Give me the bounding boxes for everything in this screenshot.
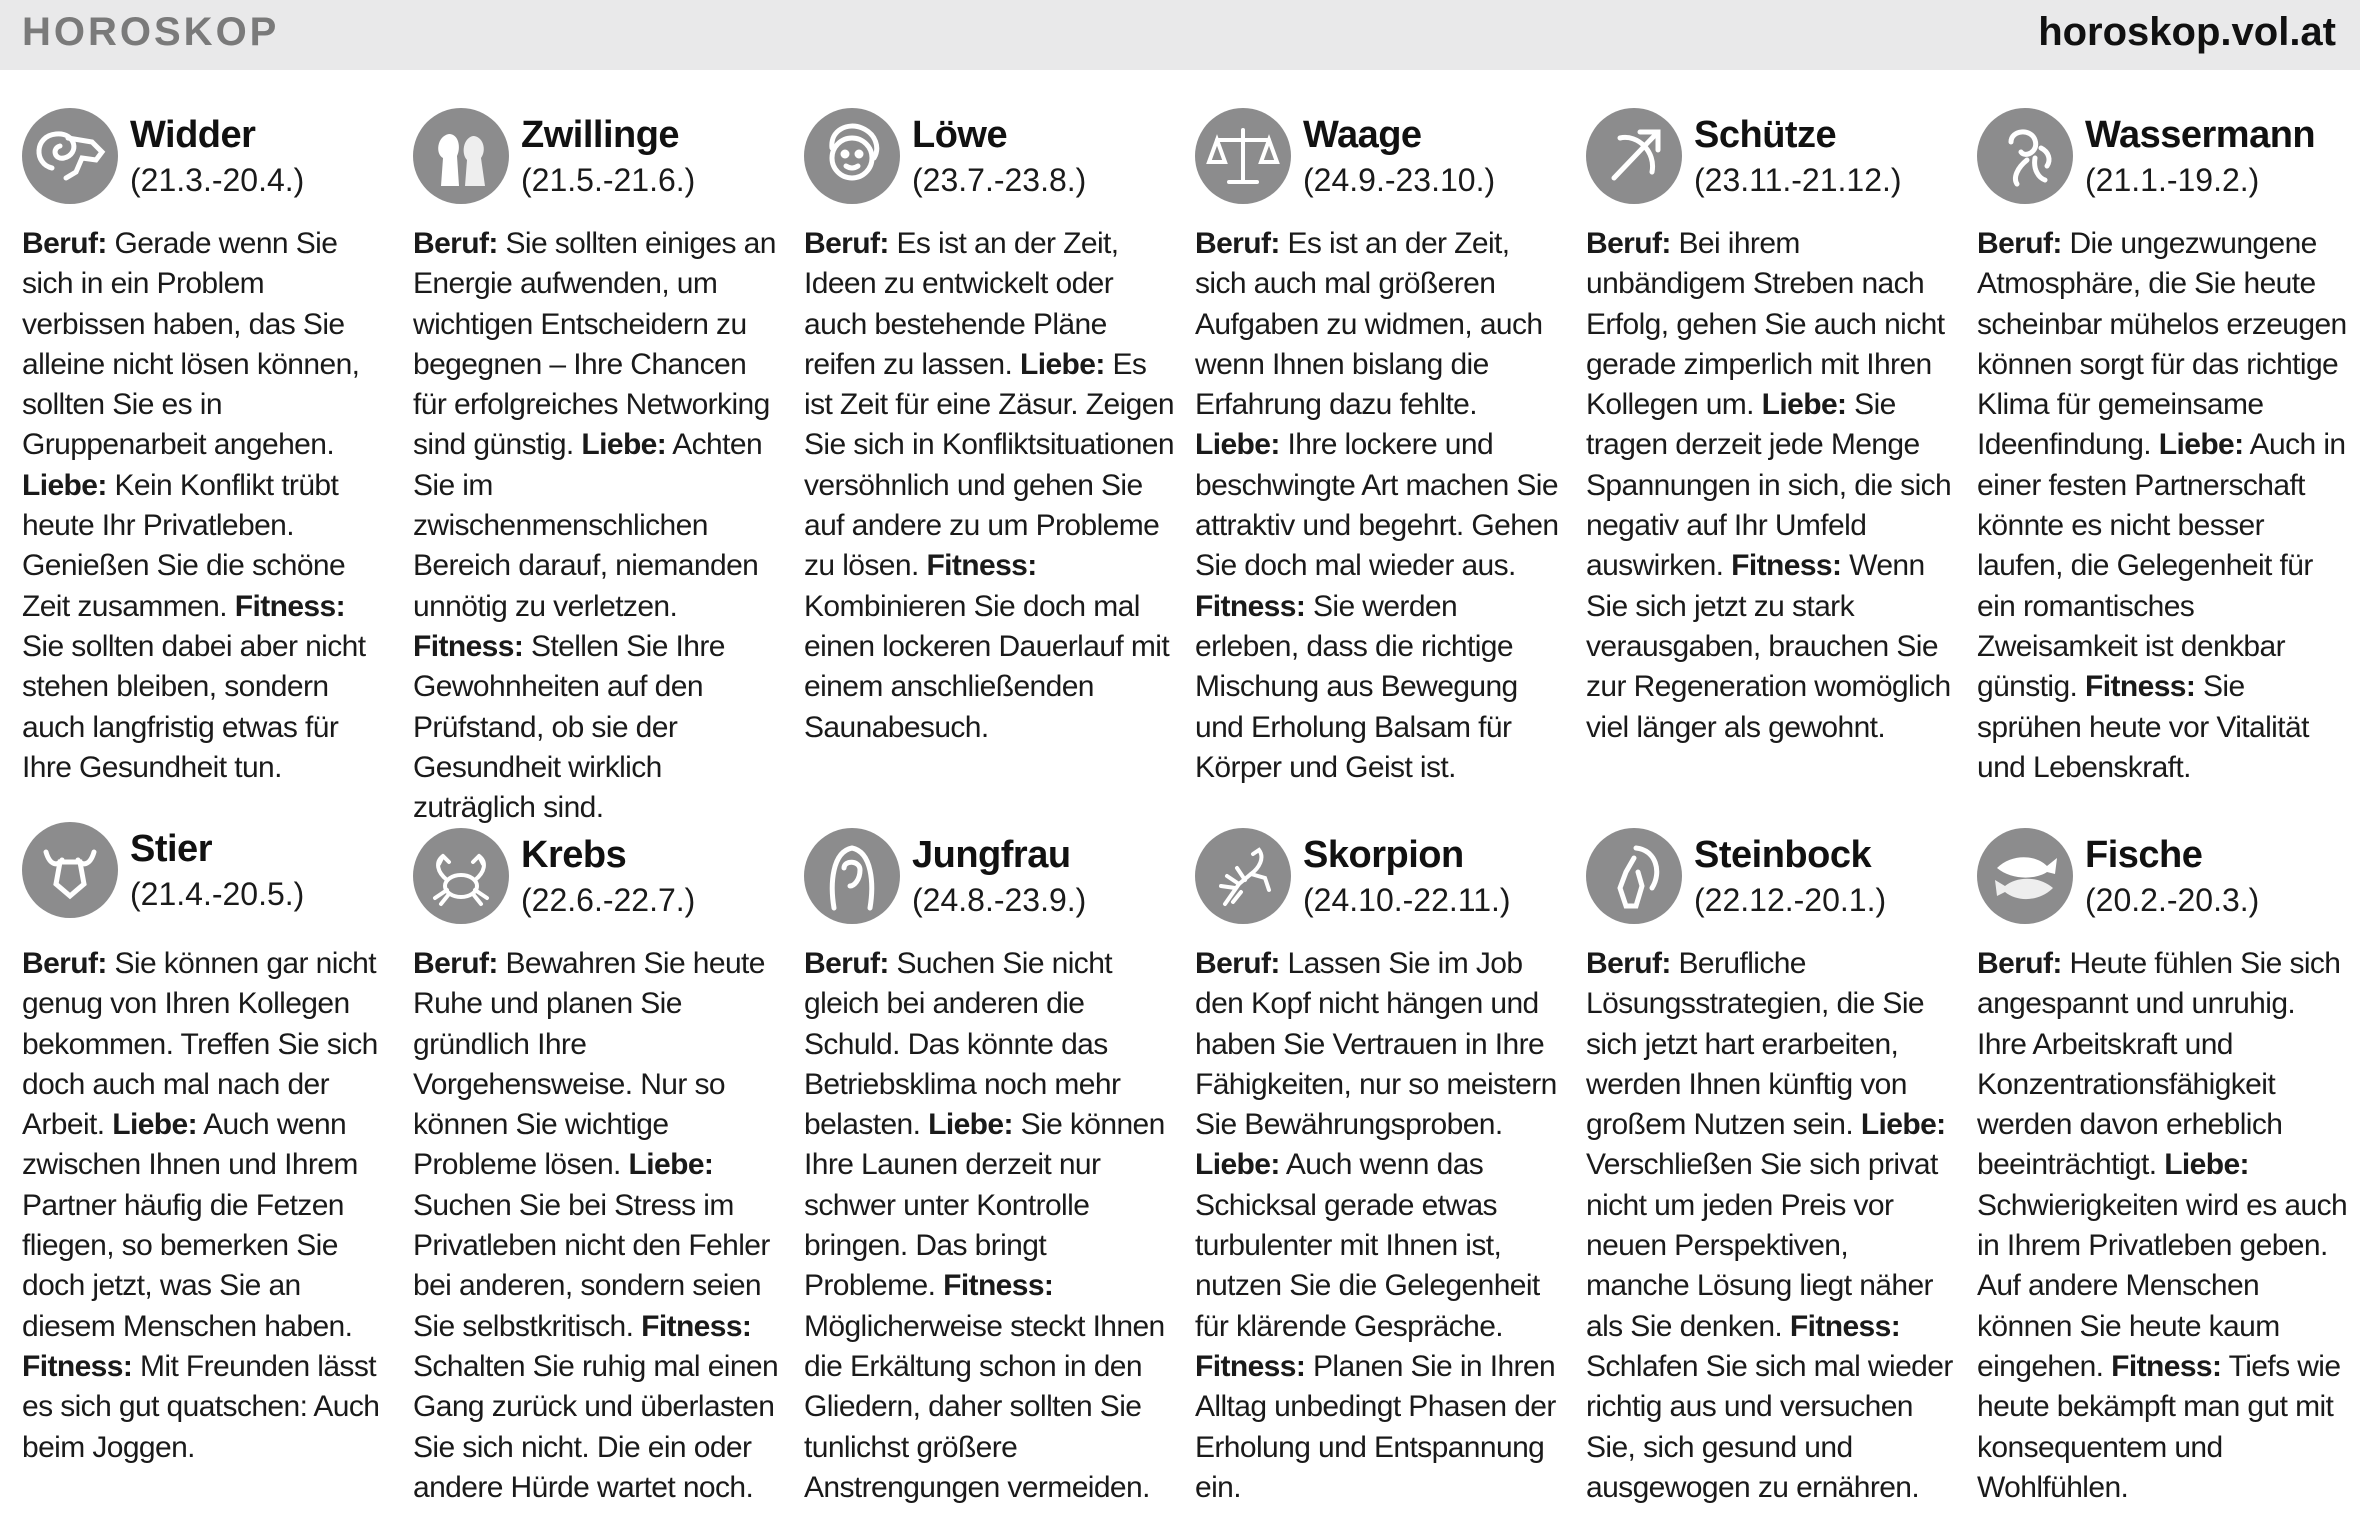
fitness-label: Fitness:: [1195, 1349, 1306, 1383]
beruf-text: Heute fühlen Sie sich angespannt und unruhig. Ihre Arbeitskraft und Konzentrationsfähigkeit werden davon erheblich beeinträchtigt.: [1977, 947, 2341, 1182]
fitness-text: Möglicherweise steckt Ihnen die Erkältung schon in den Gliedern, daher sollten Sie tunlichst größere Anstrengungen vermeiden.: [804, 1309, 1165, 1504]
sign-dates: (24.9.-23.10.): [1303, 162, 1496, 198]
liebe-label: Liebe:: [22, 468, 107, 502]
liebe-text: Es ist Zeit für eine Zäsur. Zeigen Sie sich in Konfliktsituationen versöhnlich und gehen Sie auf andere zu um Probleme zu lösen.: [804, 347, 1174, 583]
sign-dates: (23.7.-23.8.): [912, 162, 1087, 198]
fitness-label: Fitness:: [2111, 1349, 2222, 1383]
sign-stier: [22, 820, 394, 1468]
liebe-text: Auch wenn das Schicksal gerade etwas turbulenter mit Ihnen ist, nutzen Sie die Gelegenheit für klärende Gespräche.: [1195, 1148, 1540, 1343]
sign-dates: (24.10.-22.11.): [1303, 882, 1511, 918]
beruf-text: Es ist an der Zeit, Ideen zu entwickelt oder auch bestehende Pläne reifen zu lassen.: [804, 227, 1119, 381]
sign-name: Zwillinge: [521, 114, 680, 156]
liebe-text: Auch wenn zwischen Ihnen und Ihrem Partner häufig die Fetzen fliegen, so bemerken Sie doch jetzt, was Sie an diesem Menschen haben.: [22, 1108, 358, 1343]
liebe-label: Liebe:: [1761, 388, 1847, 422]
sign-name: Jungfrau: [912, 834, 1071, 876]
beruf-text: Es ist an der Zeit, sich auch mal größeren Aufgaben zu widmen, auch wenn Ihnen bislang die Erfahrung dazu fehlte.: [1195, 227, 1543, 422]
fitness-text: Sie sollten dabei aber nicht stehen bleiben, sondern auch langfristig etwas für Ihre Gesundheit tun.: [22, 629, 366, 784]
horoscope-text: [22, 224, 394, 788]
beruf-text: Gerade wenn Sie sich in ein Problem verbissen haben, das Sie alleine nicht lösen können, sollten Sie es in Gruppenarbeit angehen.: [22, 227, 360, 462]
sign-name: Widder: [130, 114, 256, 156]
fitness-text: Sie werden erleben, dass die richtige Mischung aus Bewegung und Erholung Balsam für Körper und Geist ist.: [1195, 589, 1518, 784]
liebe-text: Schwierigkeiten wird es auch in Ihrem Privatleben geben. Auf andere Menschen können Sie heute kaum eingehen.: [1977, 1188, 2348, 1383]
liebe-label: Liebe:: [1195, 1148, 1280, 1182]
beruf-label: Beruf:: [413, 947, 498, 980]
fitness-text: Schlafen Sie sich mal wieder richtig aus und versuchen Sie, sich gesund und ausgewogen zu ernähren.: [1586, 1349, 1953, 1504]
fitness-text: Wenn Sie sich jetzt zu stark verausgaben, brauchen Sie zur Regeneration womöglich viel länger als gewohnt.: [1586, 549, 1951, 744]
liebe-label: Liebe:: [1195, 428, 1280, 462]
sign-widder: [22, 100, 394, 788]
liebe-text: Sie tragen derzeit jede Menge Spannungen in sich, die sich negativ auf Ihr Umfeld auswirken.: [1586, 388, 1952, 583]
sign-dates: (21.4.-20.5.): [130, 876, 305, 912]
sign-wassermann: [1977, 100, 2349, 788]
sign-dates: (22.12.-20.1.): [1694, 882, 1887, 918]
fish-icon: [1977, 828, 2073, 924]
fitness-label: Fitness:: [1731, 549, 1842, 583]
liebe-text: Kein Konflikt trübt heute Ihr Privatleben. Genießen Sie die schöne Zeit zusammen.: [22, 468, 346, 623]
sign-waage: [1195, 100, 1567, 788]
site-url[interactable]: horoskop.vol.at: [2038, 10, 2336, 54]
sign-name: Steinbock: [1694, 834, 1872, 876]
horoscope-text: [413, 944, 785, 1508]
beruf-label: Beruf:: [804, 227, 889, 260]
horoscope-text: [804, 944, 1176, 1508]
beruf-label: Beruf:: [804, 947, 889, 980]
beruf-text: Bewahren Sie heute Ruhe und planen Sie gründlich Ihre Vorgehensweise. Nur so können Sie wichtige Probleme lösen.: [413, 947, 765, 1182]
beruf-text: Bei ihrem unbändigem Streben nach Erfolg, gehen Sie auch nicht gerade zimperlich mit Ihren Kollegen um.: [1586, 227, 1945, 422]
fitness-label: Fitness:: [1789, 1309, 1901, 1343]
sign-name: Schütze: [1694, 114, 1837, 156]
beruf-label: Beruf:: [1977, 947, 2062, 980]
horoscope-text: [413, 224, 785, 828]
water-bearer-icon: [1977, 108, 2073, 204]
header-bar: [0, 0, 2360, 70]
fitness-label: Fitness:: [22, 1349, 133, 1383]
horoscope-text: [1195, 224, 1567, 788]
beruf-label: Beruf:: [1195, 227, 1280, 260]
liebe-label: Liebe:: [628, 1148, 714, 1182]
fitness-text: Planen Sie in Ihren Alltag unbedingt Phasen der Erholung und Entspannung ein.: [1195, 1349, 1556, 1504]
beruf-label: Beruf:: [22, 227, 107, 260]
beruf-label: Beruf:: [1195, 947, 1280, 980]
lion-icon: [804, 108, 900, 204]
beruf-text: Die ungezwungene Atmosphäre, die Sie heute scheinbar mühelos erzeugen können sorgt für das richtige Klima für gemeinsame Ideenfindung.: [1977, 227, 2347, 462]
sign-jungfrau: [804, 820, 1176, 1508]
fitness-text: Sie sprühen heute vor Vitalität und Lebenskraft.: [1977, 670, 2309, 784]
beruf-label: Beruf:: [22, 947, 107, 980]
sign-skorpion: [1195, 820, 1567, 1508]
fitness-label: Fitness:: [1195, 589, 1306, 623]
archer-icon: [1586, 108, 1682, 204]
beruf-text: Suchen Sie nicht gleich bei anderen die Schuld. Das könnte das Betriebsklima noch mehr belasten.: [804, 947, 1121, 1142]
sign-dates: (21.5.-21.6.): [521, 162, 696, 198]
fitness-label: Fitness:: [943, 1269, 1054, 1303]
liebe-label: Liebe:: [2164, 1148, 2249, 1182]
sign-dates: (24.8.-23.9.): [912, 882, 1087, 918]
sign-name: Waage: [1303, 114, 1422, 156]
liebe-label: Liebe:: [1020, 347, 1105, 381]
horoscope-text: [1195, 944, 1567, 1508]
fitness-label: Fitness:: [926, 549, 1037, 583]
sign-name: Skorpion: [1303, 834, 1464, 876]
sign-name: Stier: [130, 828, 212, 870]
liebe-text: Achten Sie im zwischenmenschlichen Bereich darauf, niemanden unnötig zu verletzen.: [413, 428, 763, 623]
beruf-text: Sie können gar nicht genug von Ihren Kollegen bekommen. Treffen Sie sich doch auch mal nach der Arbeit.: [22, 947, 378, 1142]
fitness-label: Fitness:: [2085, 670, 2196, 704]
sign-zwillinge: [413, 100, 785, 828]
horoscope-grid: [22, 100, 2352, 1520]
horoscope-text: [1977, 944, 2349, 1508]
sign-dates: (20.2.-20.3.): [2085, 882, 2260, 918]
liebe-label: Liebe:: [1860, 1108, 1946, 1142]
sign-dates: (23.11.-21.12.): [1694, 162, 1902, 198]
liebe-text: Sie können Ihre Launen derzeit nur schwer unter Kontrolle bringen. Das bringt Probleme.: [804, 1108, 1165, 1303]
horoscope-text: [1586, 944, 1958, 1508]
ram-icon: [22, 108, 118, 204]
sign-name: Krebs: [521, 834, 627, 876]
section-title: HOROSKOP: [22, 10, 280, 54]
liebe-text: Ihre lockere und beschwingte Art machen Sie attraktiv und begehrt. Gehen Sie doch mal wieder aus.: [1195, 428, 1559, 583]
fitness-text: Stellen Sie Ihre Gewohnheiten auf den Prüfstand, ob sie der Gesundheit wirklich zuträglich sind.: [413, 629, 725, 825]
sign-dates: (21.1.-19.2.): [2085, 162, 2260, 198]
liebe-text: Verschließen Sie sich privat nicht um jeden Preis vor neuen Perspektiven, manche Lösung liegt näher als Sie denken.: [1586, 1148, 1938, 1343]
fitness-label: Fitness:: [641, 1309, 752, 1343]
fitness-text: Tiefs wie heute bekämpft man gut mit konsequentem und Wohlfühlen.: [1977, 1349, 2341, 1504]
sign-name: Wassermann: [2085, 114, 2316, 156]
beruf-label: Beruf:: [413, 227, 498, 260]
liebe-text: Auch in einer festen Partnerschaft könnte es nicht besser laufen, die Gelegenheit für ein romantisches Zweisamkeit ist denkbar günstig.: [1977, 428, 2346, 704]
sign-loewe: [804, 100, 1176, 748]
sign-krebs: [413, 820, 785, 1508]
beruf-text: Sie sollten einiges an Energie aufwenden, um wichtigen Entscheidern zu begegnen – Ihre Chancen für erfolgreiches Networking sind günstig.: [413, 227, 776, 462]
sign-dates: (21.3.-20.4.): [130, 162, 305, 198]
sign-dates: (22.6.-22.7.): [521, 882, 696, 918]
liebe-label: Liebe:: [581, 428, 667, 462]
beruf-label: Beruf:: [1977, 227, 2062, 260]
sign-steinbock: [1586, 820, 1958, 1508]
liebe-text: Suchen Sie bei Stress im Privatleben nicht den Fehler bei anderen, sondern seien Sie selbstkritisch.: [413, 1188, 770, 1343]
horoscope-text: [22, 944, 394, 1468]
fitness-label: Fitness:: [413, 629, 524, 663]
fitness-text: Mit Freunden lässt es sich gut quatschen: Auch beim Joggen.: [22, 1349, 380, 1464]
sign-name: Fische: [2085, 834, 2203, 876]
liebe-label: Liebe:: [928, 1108, 1013, 1142]
scales-icon: [1195, 108, 1291, 204]
beruf-text: Lassen Sie im Job den Kopf nicht hängen und haben Sie Vertrauen in Ihre Fähigkeiten, nur so meistern Sie Bewährungsproben.: [1195, 947, 1557, 1142]
fitness-text: Kombinieren Sie doch mal einen lockeren Dauerlauf mit einem anschließenden Saunabesuch.: [804, 589, 1170, 744]
twins-icon: [413, 108, 509, 204]
beruf-label: Beruf:: [1586, 947, 1671, 980]
sign-fische: [1977, 820, 2349, 1508]
horoscope-text: [1977, 224, 2349, 788]
scorpion-icon: [1195, 828, 1291, 924]
sign-schuetze: [1586, 100, 1958, 748]
crab-icon: [413, 828, 509, 924]
beruf-text: Berufliche Lösungsstrategien, die Sie sich jetzt hart erarbeiten, werden Ihnen künftig von großem Nutzen sein.: [1586, 947, 1924, 1142]
horoscope-text: [1586, 224, 1958, 748]
bull-icon: [22, 822, 118, 918]
virgin-icon: [804, 828, 900, 924]
fitness-text: Schalten Sie ruhig mal einen Gang zurück und überlasten Sie sich nicht. Die ein oder andere Hürde wartet noch.: [413, 1349, 779, 1504]
horoscope-text: [804, 224, 1176, 748]
beruf-label: Beruf:: [1586, 227, 1671, 260]
ibex-icon: [1586, 828, 1682, 924]
liebe-label: Liebe:: [2158, 428, 2244, 462]
fitness-label: Fitness:: [234, 589, 345, 623]
liebe-label: Liebe:: [112, 1108, 198, 1142]
sign-name: Löwe: [912, 114, 1008, 156]
